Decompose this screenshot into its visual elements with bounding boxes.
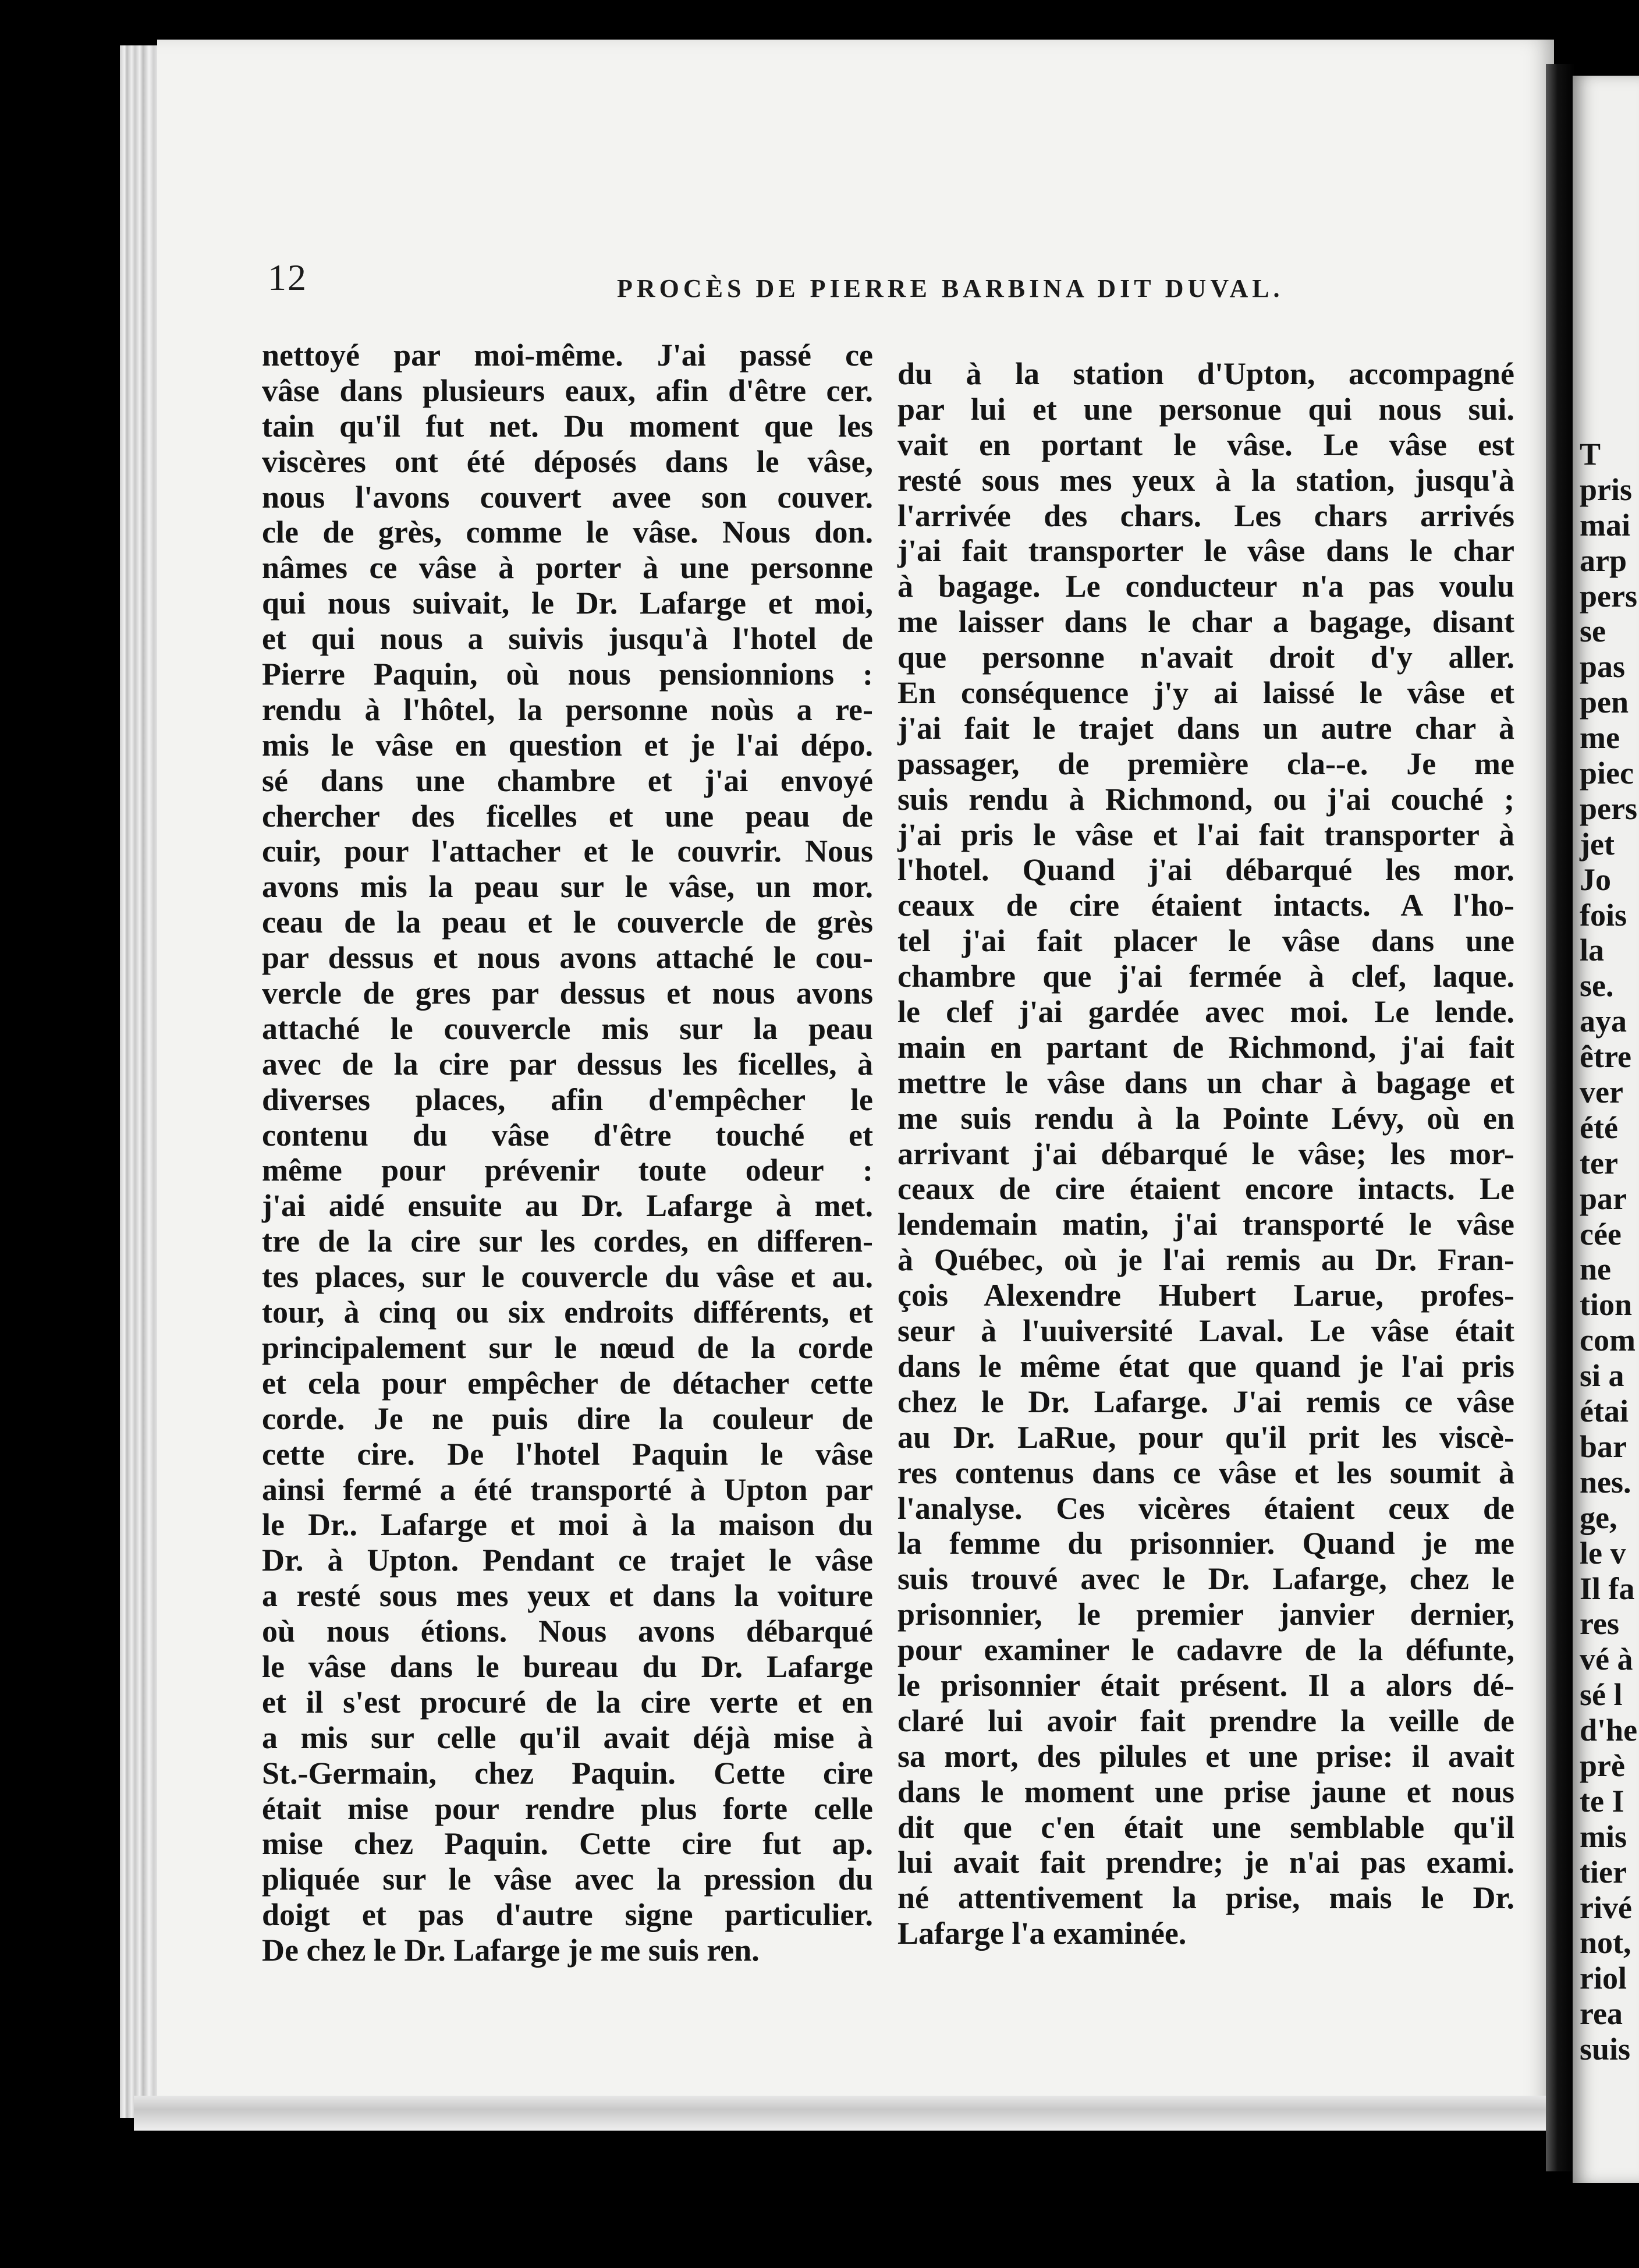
text-line: chambre que j'ai fermée à clef, laque.: [897, 959, 1514, 994]
text-line: l'hotel. Quand j'ai débarqué les mor.: [897, 852, 1514, 888]
text-line: le prisonnier était présent. Il a alors dé-: [897, 1667, 1514, 1703]
text-line: étai: [1580, 1394, 1629, 1429]
text-line: De chez le Dr. Lafarge je me suis ren.: [262, 1933, 760, 1968]
page-number: 12: [268, 257, 307, 298]
text-line: l'arrivée des chars. Les chars arrivés: [897, 498, 1514, 533]
text-line: pour examiner le cadavre de la défunte,: [897, 1632, 1514, 1668]
text-line: çois Alexendre Hubert Larue, profes-: [897, 1278, 1514, 1313]
text-line: nâmes ce vâse à porter à une personne: [262, 550, 873, 586]
text-line: ge,: [1580, 1500, 1617, 1535]
left-text-column: [262, 338, 873, 1968]
text-line: bar: [1580, 1429, 1627, 1464]
text-line: j'ai fait le trajet dans un autre char à: [897, 710, 1514, 746]
text-line: sa mort, des pilules et une prise: il avait: [897, 1738, 1514, 1774]
text-line: le v: [1580, 1535, 1626, 1571]
text-line: attaché le couvercle mis sur la peau: [262, 1011, 873, 1046]
text-line: En conséquence j'y ai laissé le vâse et: [897, 675, 1514, 711]
text-line: me laisser dans le char a bagage, disant: [897, 604, 1514, 640]
text-line: ceaux de cire étaient encore intacts. Le: [897, 1171, 1514, 1207]
text-line: et qui nous a suivis jusqu'à l'hotel de: [262, 621, 873, 657]
text-line: pris: [1580, 472, 1633, 507]
text-line: prisonnier, le premier janvier dernier,: [897, 1597, 1514, 1632]
text-line: com: [1580, 1323, 1636, 1358]
text-line: par dessus et nous avons attaché le cou-: [262, 940, 873, 976]
text-line: rivé: [1580, 1890, 1632, 1925]
text-line: mai: [1580, 507, 1630, 543]
text-line: sé l: [1580, 1677, 1623, 1713]
text-line: pen: [1580, 685, 1629, 720]
text-line: j'ai aidé ensuite au Dr. Lafarge à met.: [262, 1188, 873, 1224]
text-line: se.: [1580, 968, 1614, 1004]
text-line: pers: [1580, 578, 1637, 614]
text-line: Jo: [1580, 862, 1611, 897]
text-line: nous l'avons couvert avee son couver.: [262, 479, 873, 515]
text-line: cuir, pour l'attacher et le couvrir. Nous: [262, 834, 873, 869]
text-line: nes.: [1580, 1464, 1631, 1500]
text-line: suis rendu à Richmond, ou j'ai couché ;: [897, 781, 1514, 817]
facing-page: [1573, 76, 1639, 2183]
text-line: cle de grès, comme le vâse. Nous don.: [262, 515, 873, 550]
text-line: tain qu'il fut net. Du moment que les: [262, 408, 873, 444]
text-line: nettoyé par moi-même. J'ai passé ce: [262, 338, 873, 373]
text-line: arrivant j'ai débarqué le vâse; les mor-: [897, 1136, 1514, 1171]
text-line: dit que c'en était une semblable qu'il: [897, 1809, 1514, 1845]
text-line: Lafarge l'a examinée.: [897, 1916, 1187, 1951]
text-line: le Dr.. Lafarge et moi à la maison du: [262, 1507, 873, 1543]
text-line: la: [1580, 933, 1605, 968]
text-line: chercher des ficelles et une peau de: [262, 798, 873, 834]
text-line: ceau de la peau et le couvercle de grès: [262, 905, 873, 940]
text-line: piec: [1580, 756, 1634, 791]
text-line: et cela pour empêcher de détacher cette: [262, 1365, 873, 1401]
text-line: principalement sur le nœud de la corde: [262, 1330, 873, 1365]
text-line: Pierre Paquin, où nous pensionnions :: [262, 657, 873, 692]
text-line: mettre le vâse dans un char à bagage et: [897, 1065, 1514, 1100]
text-line: cette cire. De l'hotel Paquin le vâse: [262, 1436, 873, 1472]
text-line: a mis sur celle qu'il avait déjà mise à: [262, 1720, 873, 1755]
text-line: vâse dans plusieurs eaux, afin d'être cer.: [262, 373, 873, 408]
text-line: pers: [1580, 791, 1637, 826]
text-line: dans le moment une prise jaune et nous: [897, 1774, 1514, 1809]
text-line: sé dans une chambre et j'ai envoyé: [262, 763, 873, 798]
running-head: PROCÈS DE PIERRE BARBINA DIT DUVAL.: [617, 274, 1284, 303]
text-line: not,: [1580, 1925, 1631, 1961]
text-line: me: [1580, 720, 1620, 756]
text-line: aya: [1580, 1004, 1627, 1039]
text-line: pliquée sur le vâse avec la pression du: [262, 1862, 873, 1897]
text-line: rendu à l'hôtel, la personne noùs a re-: [262, 692, 873, 727]
text-line: mis le vâse en question et je l'ai dépo.: [262, 727, 873, 763]
text-line: res: [1580, 1606, 1619, 1642]
text-line: avec de la cire par dessus les ficelles, à: [262, 1046, 873, 1082]
text-line: claré lui avoir fait prendre la veille de: [897, 1703, 1514, 1738]
text-line: vercle de gres par dessus et nous avons: [262, 976, 873, 1011]
text-line: fois: [1580, 897, 1627, 933]
text-line: se: [1580, 614, 1606, 649]
text-line: dans le même état que quand je l'ai pris: [897, 1348, 1514, 1384]
text-line: seur à l'uuiversité Laval. Le vâse était: [897, 1313, 1514, 1349]
text-line: suis trouvé avec le Dr. Lafarge, chez le: [897, 1561, 1514, 1597]
text-line: mise chez Paquin. Cette cire fut ap.: [262, 1826, 873, 1862]
book-gutter: [1546, 64, 1575, 2171]
text-line: ainsi fermé a été transporté à Upton par: [262, 1472, 873, 1507]
text-line: était mise pour rendre plus forte celle: [262, 1791, 873, 1826]
text-line: me suis rendu à la Pointe Lévy, où en: [897, 1100, 1514, 1136]
text-line: suis: [1580, 2032, 1631, 2067]
text-line: j'ai fait transporter le vâse dans le char: [897, 533, 1514, 569]
text-line: que personne n'avait droit d'y aller.: [897, 640, 1514, 675]
text-line: tier: [1580, 1854, 1627, 1890]
text-line: doigt et pas d'autre signe particulier.: [262, 1897, 873, 1933]
text-line: j'ai pris le vâse et l'ai fait transporter à: [897, 817, 1514, 852]
text-line: ver: [1580, 1075, 1623, 1110]
text-line: au Dr. LaRue, pour qu'il prit les viscè-: [897, 1419, 1514, 1455]
text-line: lendemain matin, j'ai transporté le vâse: [897, 1207, 1514, 1242]
text-line: mis: [1580, 1819, 1627, 1854]
text-line: arp: [1580, 543, 1627, 578]
text-line: resté sous mes yeux à la station, jusqu'à: [897, 462, 1514, 498]
text-line: res contenus dans ce vâse et les soumit à: [897, 1455, 1514, 1490]
text-line: Dr. à Upton. Pendant ce trajet le vâse: [262, 1543, 873, 1578]
text-line: tes places, sur le couvercle du vâse et au.: [262, 1259, 873, 1295]
text-line: à Québec, où je l'ai remis au Dr. Fran-: [897, 1242, 1514, 1278]
text-line: tre de la cire sur les cordes, en differen-: [262, 1224, 873, 1259]
text-line: si a: [1580, 1358, 1624, 1394]
text-line: Il fa: [1580, 1571, 1635, 1606]
text-line: St.-Germain, chez Paquin. Cette cire: [262, 1755, 873, 1791]
text-line: lui avait fait prendre; je n'ai pas exami.: [897, 1845, 1514, 1880]
text-line: vé à: [1580, 1642, 1633, 1677]
text-line: corde. Je ne puis dire la couleur de: [262, 1401, 873, 1436]
right-text-column: [897, 356, 1514, 1951]
text-line: du à la station d'Upton, accompagné: [897, 356, 1514, 391]
text-line: été: [1580, 1110, 1618, 1145]
text-line: ter: [1580, 1145, 1618, 1181]
facing-page-text: [1580, 437, 1639, 2067]
text-line: T: [1580, 437, 1601, 472]
text-line: main en partant de Richmond, j'ai fait: [897, 1029, 1514, 1065]
text-line: être: [1580, 1039, 1631, 1075]
text-line: avons mis la peau sur le vâse, un mor.: [262, 869, 873, 905]
text-line: le vâse dans le bureau du Dr. Lafarge: [262, 1649, 873, 1684]
text-line: d'he: [1580, 1713, 1638, 1748]
text-line: cée: [1580, 1216, 1622, 1252]
text-line: rea: [1580, 1996, 1623, 2032]
text-line: ne: [1580, 1252, 1611, 1287]
text-line: à bagage. Le conducteur n'a pas voulu: [897, 569, 1514, 604]
text-line: même pour prévenir toute odeur :: [262, 1153, 873, 1188]
text-line: riol: [1580, 1961, 1627, 1996]
text-line: par lui et une personue qui nous sui.: [897, 391, 1514, 427]
page-stack-edge: [120, 45, 161, 2118]
text-line: né attentivement la prise, mais le Dr.: [897, 1880, 1514, 1916]
text-line: te I: [1580, 1783, 1624, 1819]
text-line: le clef j'ai gardée avec moi. Le lende.: [897, 994, 1514, 1030]
text-line: viscères ont été déposés dans le vâse,: [262, 444, 873, 479]
text-line: où nous étions. Nous avons débarqué: [262, 1614, 873, 1649]
text-line: contenu du vâse d'être touché et: [262, 1117, 873, 1153]
text-line: qui nous suivait, le Dr. Lafarge et moi,: [262, 586, 873, 621]
text-line: vait en portant le vâse. Le vâse est: [897, 427, 1514, 462]
text-line: chez le Dr. Lafarge. J'ai remis ce vâse: [897, 1384, 1514, 1419]
page-bottom-edge: [134, 2096, 1554, 2131]
text-line: tion: [1580, 1287, 1633, 1323]
text-line: la femme du prisonnier. Quand je me: [897, 1526, 1514, 1561]
text-line: jet: [1580, 826, 1615, 862]
text-line: par: [1580, 1181, 1627, 1216]
text-line: diverses places, afin d'empêcher le: [262, 1082, 873, 1117]
text-line: tour, à cinq ou six endroits différents, et: [262, 1295, 873, 1330]
text-line: passager, de première cla--e. Je me: [897, 746, 1514, 781]
text-line: et il s'est procuré de la cire verte et en: [262, 1684, 873, 1720]
text-line: l'analyse. Ces vicères étaient ceux de: [897, 1490, 1514, 1526]
text-line: ceaux de cire étaient intacts. A l'ho-: [897, 888, 1514, 923]
text-line: pas: [1580, 649, 1626, 685]
text-line: tel j'ai fait placer le vâse dans une: [897, 923, 1514, 959]
text-line: a resté sous mes yeux et dans la voiture: [262, 1578, 873, 1614]
text-line: prè: [1580, 1748, 1625, 1783]
